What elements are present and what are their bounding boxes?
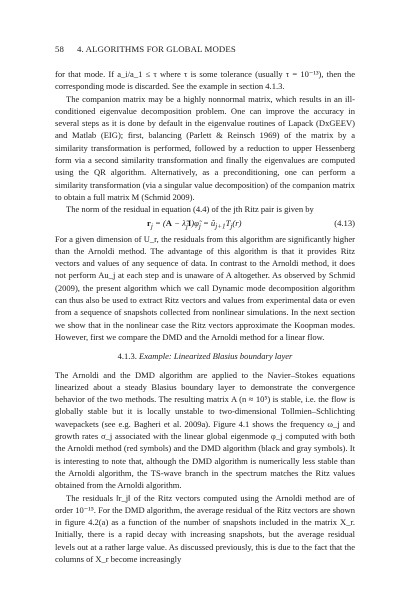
section-title: Linearized Blasius boundary layer	[173, 351, 293, 362]
section-heading	[55, 350, 355, 362]
paragraph-2: The companion matrix may be a highly nonnormal matrix, which results in an ill-conditioned eigenvalue decomposition problem. One can improve the accuracy in several steps as it is done by default in the eigenvalue routines of Lapack (DxGEEV) and Matlab (EIG); first, balancing (Parlett & Reinsch 1969) of the matrix by a similarity transformation is performed, followed by a reduction to upper Hessenberg form via a second similarity transformation and finally the eigenvalues are computed using the QR algorithm. Alternatively, as a preconditioning, one can perform a similarity transformation (via a singular value decomposition) of the companion matrix to obtain a full matrix M (Schmid 2009).	[55, 93, 355, 202]
body-text	[55, 68, 355, 565]
paragraph-3: The norm of the residual in equation (4.4) of the jth Ritz pair is given by	[66, 204, 314, 215]
running-header	[55, 44, 355, 54]
equation-body: $r_j = (A$ − $\lambdã_jI)\varphĩ_j$ = $ũ_{j+1}T_j(r)$	[147, 217, 242, 231]
section-number: 4.1.3.	[117, 351, 137, 362]
paragraph-1: for that mode. If a_i/a_1 ≤ τ where τ is some tolerance (usually τ = 10⁻¹³), then the corresponding mode is discarded. See the example in section 4.1.3.	[55, 69, 355, 92]
equation-lhs: r	[147, 217, 151, 228]
section-label: Example:	[139, 351, 172, 362]
paragraph-6: The residuals ‖r_j‖ of the Ritz vectors computed using the Arnoldi method are of order 10⁻¹⁵. For the DMD algorithm, the average residual of the Ritz vectors are shown in figure 4.2(a) as a function of the number of snapshots included in the matrix X_r. Initially, there is a rapid decay with increasing snapshots, but the average residual levels out at a rather large value. As discussed previously, this is due to the fact that the columns of X_r become increasingly	[55, 492, 355, 564]
paragraph-4: For a given dimension of U_r, the residuals from this algorithm are significantly higher than the Arnoldi method. The advantage of this algorithm is that it provides Ritz vectors and values of any sequence of data. In contrast to the Arnoldi method, it does not perform Au_j at each step and is unaware of A altogether. As observed by Schmid (2009), the present algorithm which we call Dynamic mode decomposition algorithm can thus also be used to extract Ritz vectors and values from experimental data or even from a sequence of snapshots collected from nonlinear simulations. In the next section we show that in the nonlinear case the Ritz vectors approximate the Koopman modes. However, first we compare the DMD and the Arnoldi method for a linear flow.	[55, 233, 355, 342]
paragraph-5: The Arnoldi and the DMD algorithm are applied to the Navier–Stokes equations linearized about a steady Blasius boundary layer to demonstrate the convergence behavior of the two methods. The resulting matrix A (n ≈ 10⁵) is stable, i.e. the flow is globally stable but it is locally unstable to two-dimensional Tollmien–Schlichting wavepackets (see e.g. Bagheri et al. 2009a). Figure 4.1 shows the frequency ω_j and growth rates σ_j associated with the linear global eigenmode φ_j computed with both the Arnoldi method (red symbols) and the DMD algorithm (black and gray symbols). It is interesting to note that, although the DMD algorithm is numerically less stable than the Arnoldi algorithm, the TS-wave branch in the spectrum matches the Ritz values obtained from the Arnoldi algorithm.	[55, 369, 355, 491]
running-title: 4. ALGORITHMS FOR GLOBAL MODES	[77, 44, 236, 54]
page-number: 58	[55, 44, 64, 54]
equation-number: (4.13)	[334, 217, 355, 228]
equation-4-13	[55, 217, 355, 230]
